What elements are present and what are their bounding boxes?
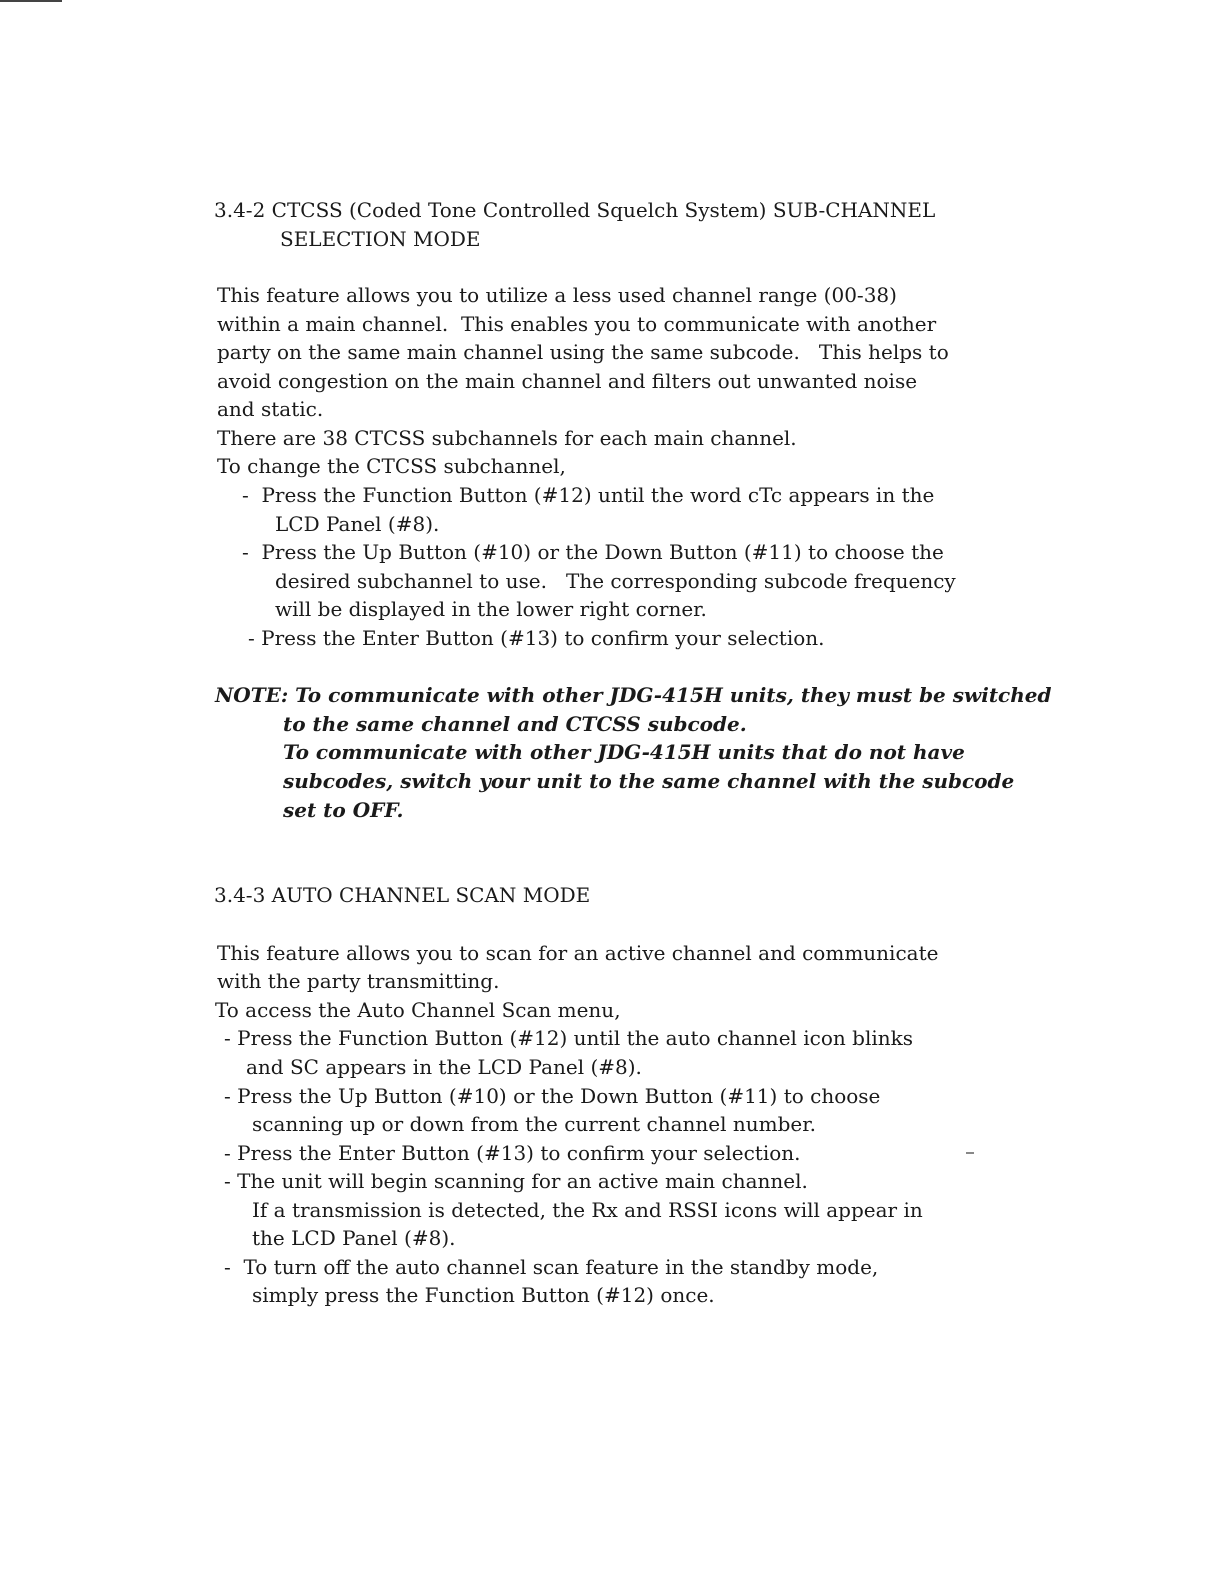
note-line: To communicate with other JDG-415H units that do not have [283,740,965,764]
note-line: subcodes, switch your unit to the same channel with the subcode [283,769,1015,793]
step-line: and SC appears in the LCD Panel (#8). [246,1055,642,1079]
note-line: set to OFF. [283,798,404,822]
step-line: LCD Panel (#8). [275,512,440,536]
paragraph-line: This feature allows you to utilize a less used channel range (00-38) [217,283,897,307]
scan-speck-mark [966,1152,974,1154]
paragraph-line: avoid congestion on the main channel and filters out unwanted noise [217,369,918,393]
step-line: - To turn off the auto channel scan feature in the standby mode, [224,1255,879,1279]
paragraph-line: and static. [217,397,324,421]
step-line: will be displayed in the lower right corner. [275,597,707,621]
paragraph-line: To change the CTCSS subchannel, [217,454,566,478]
step-line: - Press the Function Button (#12) until the word cTc appears in the [242,483,935,507]
paragraph-line: party on the same main channel using the same subcode. This helps to [217,340,949,364]
step-line: simply press the Function Button (#12) once. [252,1283,715,1307]
step-line: - Press the Up Button (#10) or the Down Button (#11) to choose [224,1084,881,1108]
step-line: desired subchannel to use. The corresponding subcode frequency [275,569,956,593]
step-line: - Press the Up Button (#10) or the Down Button (#11) to choose the [242,540,944,564]
step-line: scanning up or down from the current channel number. [252,1112,816,1136]
section-heading-ctcss: 3.4-2 CTCSS (Coded Tone Controlled Squelch System) SUB-CHANNEL [214,198,936,222]
note-line: NOTE: To communicate with other JDG-415H units, they must be switched [215,683,1052,707]
paragraph-line: This feature allows you to scan for an active channel and communicate [217,941,939,965]
section-heading-auto-scan: 3.4-3 AUTO CHANNEL SCAN MODE [214,883,591,907]
step-line: - The unit will begin scanning for an active main channel. [224,1169,808,1193]
paragraph-line: To access the Auto Channel Scan menu, [215,998,621,1022]
scan-edge-mark [0,0,62,2]
paragraph-line: There are 38 CTCSS subchannels for each main channel. [217,426,797,450]
section-heading-ctcss-cont: SELECTION MODE [280,227,481,251]
step-line: - Press the Function Button (#12) until the auto channel icon blinks [224,1026,914,1050]
paragraph-line: within a main channel. This enables you to communicate with another [217,312,937,336]
note-line: to the same channel and CTCSS subcode. [283,712,747,736]
paragraph-line: with the party transmitting. [217,969,500,993]
step-line: - Press the Enter Button (#13) to confirm your selection. [248,626,825,650]
step-line: the LCD Panel (#8). [252,1226,456,1250]
step-line: - Press the Enter Button (#13) to confirm your selection. [224,1141,801,1165]
step-line: If a transmission is detected, the Rx and RSSI icons will appear in [252,1198,923,1222]
